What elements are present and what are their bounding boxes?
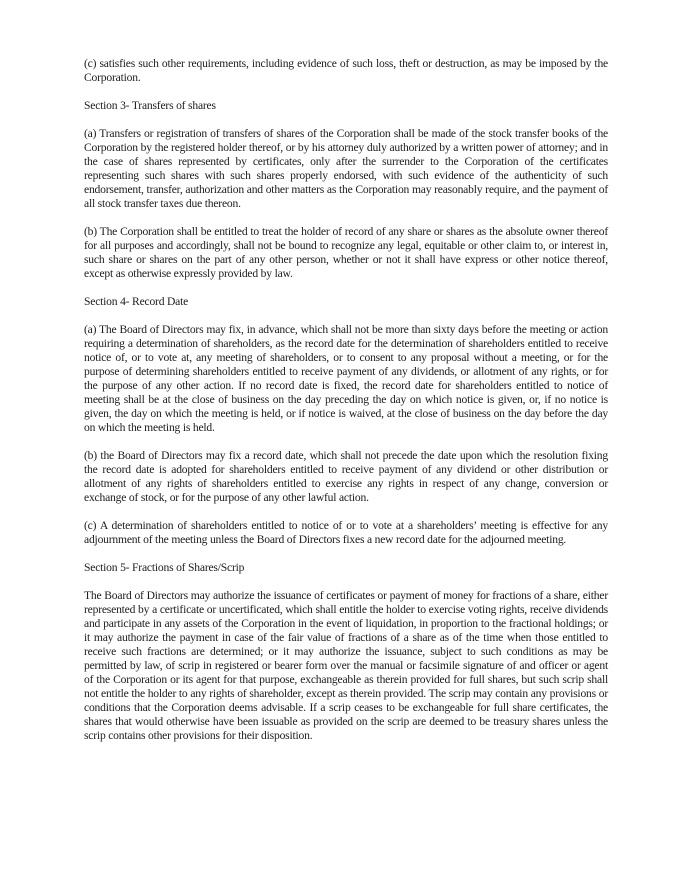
section-4-heading: Section 4- Record Date [84,295,189,308]
paragraph-requirements-c: (c) satisfies such other requirements, including evidence of such loss, theft or destruction, as may be imposed by the Corporation. [84,57,608,84]
section-4-paragraph-a: (a) The Board of Directors may fix, in advance, which shall not be more than sixty days before the meeting or action requiring a determination of shareholders, as the record date for the determination of shareholders entitled to receive notice of, or to vote at, any meeting of shareholders, or to consent to any proposal without a meeting, or for the purpose of determining shareholders entitled to receive payment of any dividends, or allotment of any rights, or for the purpose of any other action. If no record date is fixed, the record date for shareholders entitled to notice of meeting shall be at the close of business on the day preceding the day on which notice is given, or, if no notice is given, the day on which the meeting is held, or if notice is waived, at the close of business on the day before the day on which the meeting is held. [84,323,608,434]
section-3-paragraph-a: (a) Transfers or registration of transfers of shares of the Corporation shall be made of the stock transfer books of the Corporation by the registered holder thereof, or by his attorney duly authorized by a written power of attorney; and in the case of shares represented by certificates, only after the surrender to the Corporation of the certificates representing such shares with such shares properly endorsed, with such evidence of the authenticity of such endorsement, transfer, authorization and other matters as the Corporation may reasonably require, and the payment of all stock transfer taxes due thereon. [84,127,608,210]
section-5-heading: Section 5- Fractions of Shares/Scrip [84,561,245,574]
section-3-paragraph-b: (b) The Corporation shall be entitled to treat the holder of record of any share or shares as the absolute owner thereof for all purposes and accordingly, shall not be bound to recognize any legal, equitable or other claim to, or interest in, such share or shares on the part of any other person, whether or not it shall have express or other notice thereof, except as otherwise expressly provided by law. [84,225,608,280]
section-5-body: The Board of Directors may authorize the issuance of certificates or payment of money for fractions of a share, either represented by a certificate or uncertificated, which shall entitle the holder to exercise voting rights, receive dividends and participate in any assets of the Corporation in the event of liquidation, in proportion to the fractional holdings; or it may authorize the payment in case of the fair value of fractions of a share as of the time when those entitled to receive such fractions are determined; or it may authorize the issuance, subject to such conditions as may be permitted by law, of scrip in registered or bearer form over the manual or facsimile signature of and officer or agent of the Corporation or its agent for that purpose, exchangeable as therein provided for full shares, but such scrip shall not entitle the holder to any rights of shareholder, except as therein provided. The scrip may contain any provisions or conditions that the Corporation deems advisable. If a scrip ceases to be exchangeable for full share certificates, the shares that would otherwise have been issuable as provided on the scrip are deemed to be treasury shares unless the scrip contains other provisions for their disposition. [84,589,608,742]
section-4-paragraph-b: (b) the Board of Directors may fix a record date, which shall not precede the date upon which the resolution fixing the record date is adopted for shareholders entitled to receive payment of any dividend or other distribution or allotment of any rights of shareholders entitled to exercise any rights in respect of any change, conversion or exchange of stock, or for the purpose of any other lawful action. [84,449,608,504]
section-3-heading: Section 3- Transfers of shares [84,99,216,112]
section-4-paragraph-c: (c) A determination of shareholders entitled to notice of or to vote at a shareholders’ meeting is effective for any adjournment of the meeting unless the Board of Directors fixes a new record date for the adjourned meeting. [84,519,608,546]
